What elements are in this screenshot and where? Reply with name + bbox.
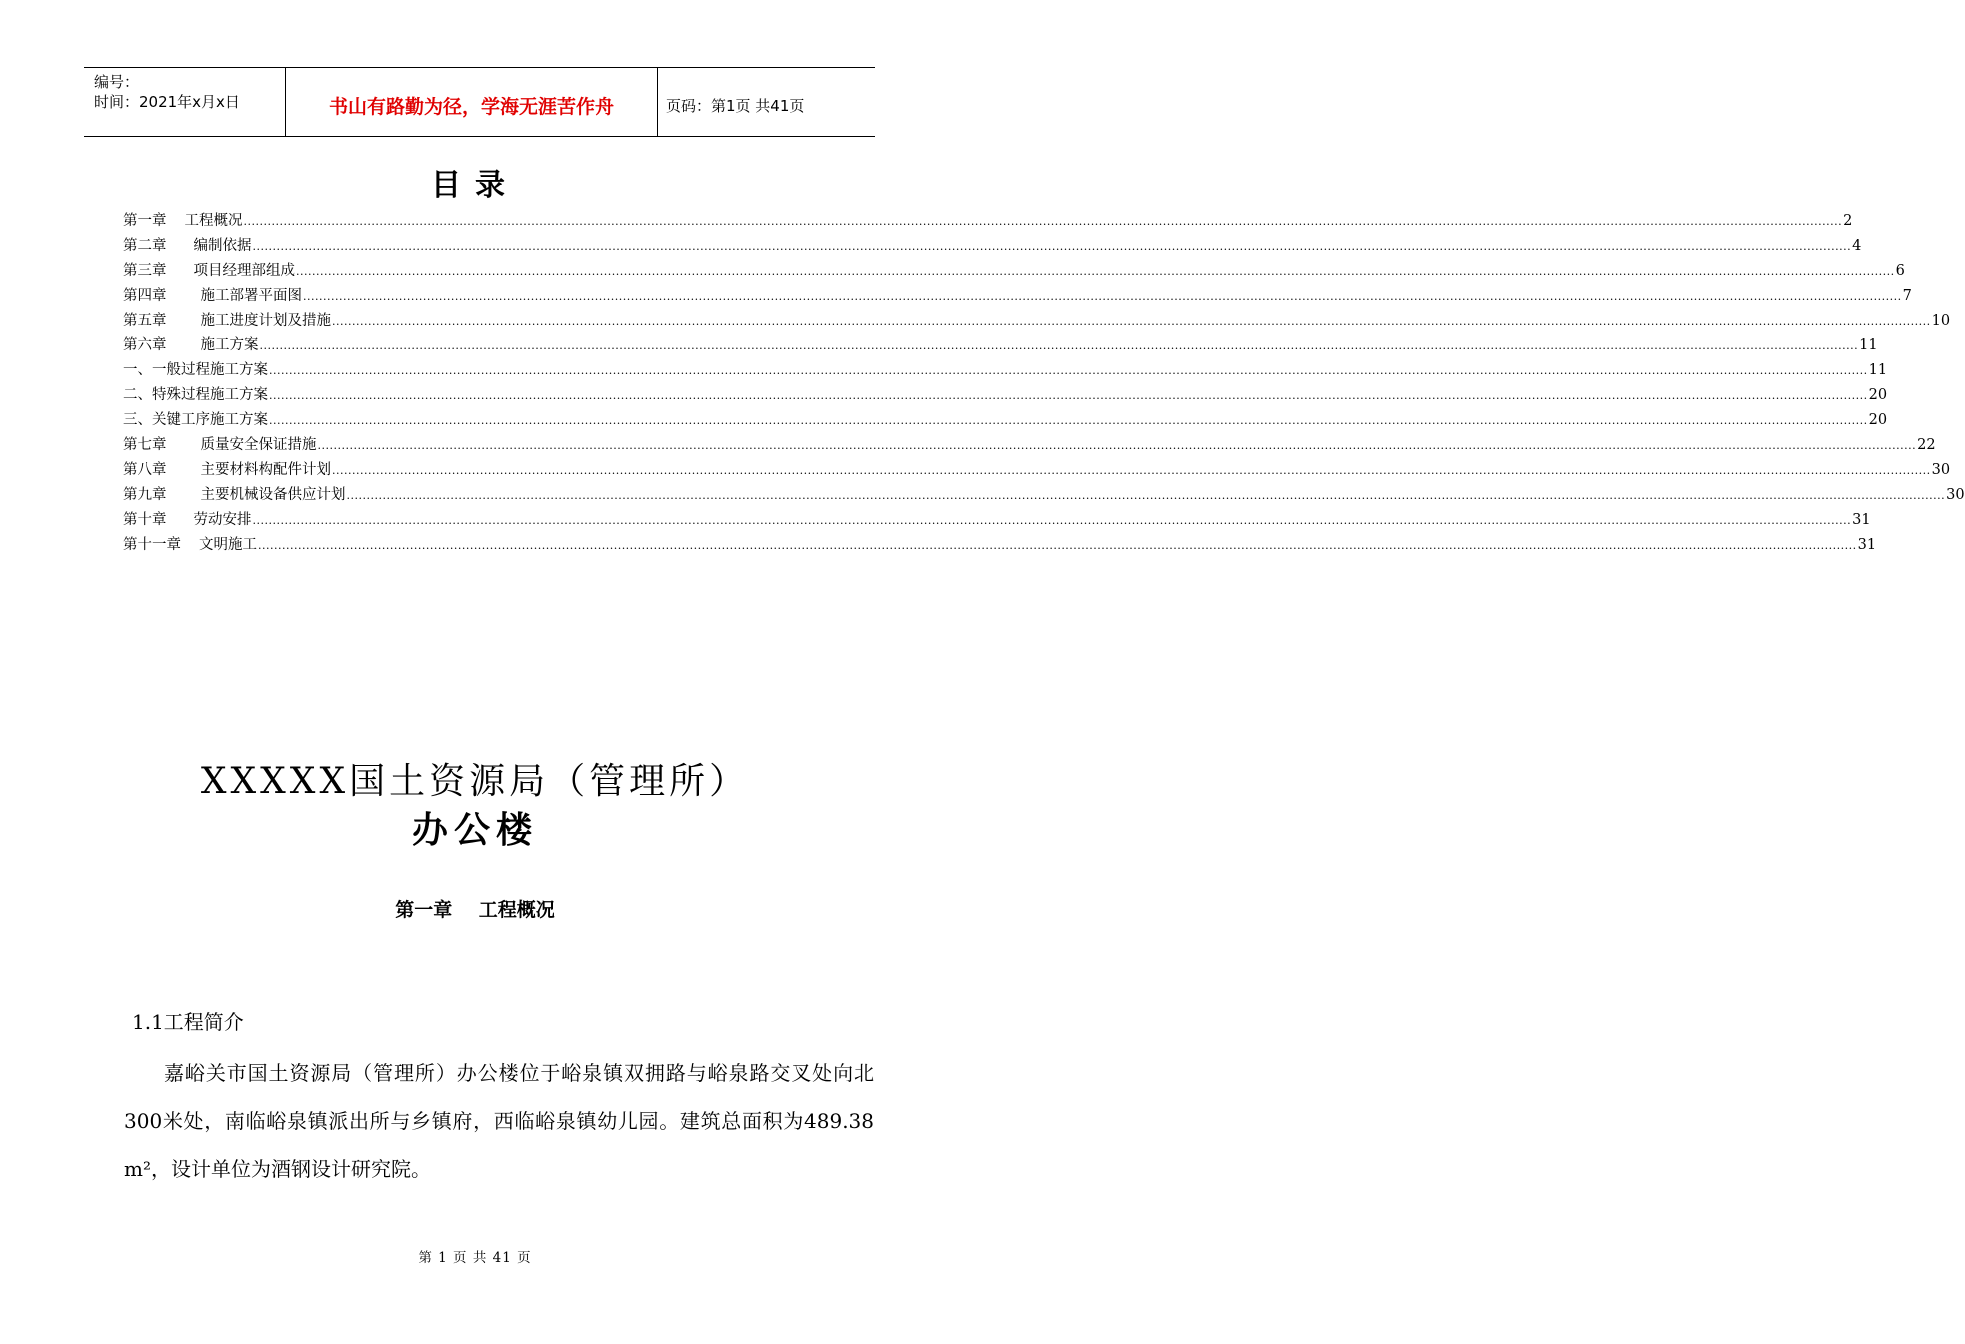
- table-of-contents: [123, 209, 1965, 557]
- toc-entry-chapter: 第六章: [123, 337, 167, 354]
- toc-entry-page: 20: [1868, 387, 1888, 404]
- header-page-label: 页码：第1页 共41页: [666, 96, 805, 115]
- toc-entry[interactable]: [123, 209, 1853, 234]
- body-paragraph: 嘉峪关市国土资源局（管理所）办公楼位于峪泉镇双拥路与峪泉路交叉处向北300米处，南临峪泉镇派出所与乡镇府，西临峪泉镇幼儿园。建筑总面积为489.38 m²，设计单位为酒钢设计研究院。: [124, 1061, 874, 1181]
- toc-leader-dots: ................................................................................................................................................................................................................................................................................................................................................................................................................: [346, 488, 1946, 502]
- document-title-line1: XXXXX国土资源局（管理所）: [200, 761, 750, 802]
- toc-entry-chapter: 第一章: [123, 213, 167, 229]
- toc-leader-dots: ................................................................................................................................................................................................................................................................................................................................................................................................................: [332, 314, 1931, 328]
- toc-entry-chapter: 第十章: [123, 511, 167, 528]
- toc-entry[interactable]: [123, 333, 1878, 358]
- toc-entry-chapter: 第五章: [123, 312, 167, 329]
- toc-entry-title: 施工进度计划及措施: [200, 312, 331, 329]
- toc-entry-title: 质量安全保证措施: [200, 437, 317, 454]
- toc-entry-page: 6: [1895, 262, 1905, 279]
- toc-entry-title: 一、一般过程施工方案: [123, 362, 268, 379]
- toc-entry[interactable]: [123, 309, 1951, 334]
- toc-leader-dots: ................................................................................................................................................................................................................................................................................................................................................................................................................: [269, 389, 1868, 403]
- toc-entry-title: 三、关键工序施工方案: [123, 412, 268, 429]
- toc-entry[interactable]: [123, 508, 1871, 533]
- toc-entry-page: 30: [1946, 486, 1965, 503]
- toc-entry-chapter: 第三章: [123, 262, 167, 279]
- toc-entry[interactable]: [123, 408, 1888, 433]
- toc-entry[interactable]: [123, 234, 1862, 259]
- toc-entry-chapter: 第二章: [123, 237, 167, 254]
- toc-entry-page: 22: [1917, 437, 1936, 454]
- toc-entry-chapter: 第四章: [123, 287, 167, 304]
- toc-entry-page: 30: [1931, 461, 1951, 478]
- toc-entry-title: 施工方案: [200, 337, 259, 354]
- toc-entry-page: 10: [1931, 312, 1951, 329]
- toc-entry-page: 7: [1902, 287, 1912, 304]
- toc-entry[interactable]: [123, 284, 1912, 309]
- toc-entry-chapter: 第七章: [123, 437, 167, 454]
- toc-leader-dots: ................................................................................................................................................................................................................................................................................................................................................................................................................: [252, 513, 1852, 527]
- header-motto: 书山有路勤为径，学海无涯苦作舟: [285, 68, 658, 136]
- document-title-line2: 办公楼: [411, 809, 538, 851]
- toc-entry[interactable]: [123, 259, 1905, 284]
- toc-entry-chapter: 第十一章: [123, 536, 181, 553]
- page-header: [84, 67, 875, 137]
- toc-entry-page: 31: [1857, 536, 1877, 553]
- page-footer: 第 1 页 共 41 页: [418, 1250, 532, 1266]
- toc-leader-dots: ................................................................................................................................................................................................................................................................................................................................................................................................................: [252, 239, 1852, 253]
- toc-entry[interactable]: [123, 433, 1936, 458]
- toc-entry-page: 31: [1852, 511, 1871, 528]
- toc-entry[interactable]: [123, 358, 1888, 383]
- toc-leader-dots: ................................................................................................................................................................................................................................................................................................................................................................................................................: [269, 364, 1868, 378]
- chapter-heading: 第一章 工程概况: [395, 899, 555, 921]
- document-title: [0, 758, 950, 854]
- toc-entry[interactable]: [123, 383, 1888, 408]
- toc-entry-page: 4: [1852, 237, 1862, 254]
- toc-entry-title: 二、特殊过程施工方案: [123, 387, 268, 404]
- toc-entry-title: 文明施工: [199, 536, 257, 553]
- toc-leader-dots: ................................................................................................................................................................................................................................................................................................................................................................................................................: [303, 289, 1902, 303]
- doc-number-label: 编号：: [94, 73, 140, 91]
- toc-entry[interactable]: [123, 533, 1877, 558]
- toc-leader-dots: ................................................................................................................................................................................................................................................................................................................................................................................................................: [259, 339, 1859, 353]
- toc-entry-page: 2: [1843, 213, 1853, 229]
- toc-leader-dots: ................................................................................................................................................................................................................................................................................................................................................................................................................: [317, 439, 1917, 453]
- section-heading: 1.1工程简介: [132, 1010, 244, 1034]
- toc-leader-dots: ................................................................................................................................................................................................................................................................................................................................................................................................................: [296, 264, 1895, 278]
- toc-leader-dots: ................................................................................................................................................................................................................................................................................................................................................................................................................: [243, 215, 1843, 228]
- header-info-cell: [84, 68, 285, 136]
- toc-entry-chapter: 第八章: [123, 461, 167, 478]
- toc-entry-title: 主要机械设备供应计划: [200, 486, 346, 503]
- toc-leader-dots: ................................................................................................................................................................................................................................................................................................................................................................................................................: [332, 463, 1931, 477]
- toc-entry[interactable]: [123, 458, 1951, 483]
- toc-leader-dots: ................................................................................................................................................................................................................................................................................................................................................................................................................: [269, 414, 1868, 428]
- toc-entry-title: 工程概况: [184, 213, 243, 229]
- toc-entry-page: 11: [1868, 362, 1888, 379]
- toc-entry-title: 编制依据: [193, 237, 252, 254]
- toc-entry-page: 20: [1868, 412, 1888, 429]
- toc-entry-title: 项目经理部组成: [193, 262, 295, 279]
- toc-entry-title: 劳动安排: [193, 511, 252, 528]
- toc-entry[interactable]: [123, 483, 1965, 508]
- toc-leader-dots: ................................................................................................................................................................................................................................................................................................................................................................................................................: [258, 538, 1857, 552]
- doc-date-label: 时间：2021年x月x日: [94, 93, 240, 111]
- toc-entry-chapter: 第九章: [123, 486, 167, 503]
- toc-entry-title: 施工部署平面图: [200, 287, 302, 304]
- toc-entry-title: 主要材料构配件计划: [200, 461, 331, 478]
- toc-entry-page: 11: [1859, 337, 1878, 354]
- toc-title: 目录: [431, 168, 519, 203]
